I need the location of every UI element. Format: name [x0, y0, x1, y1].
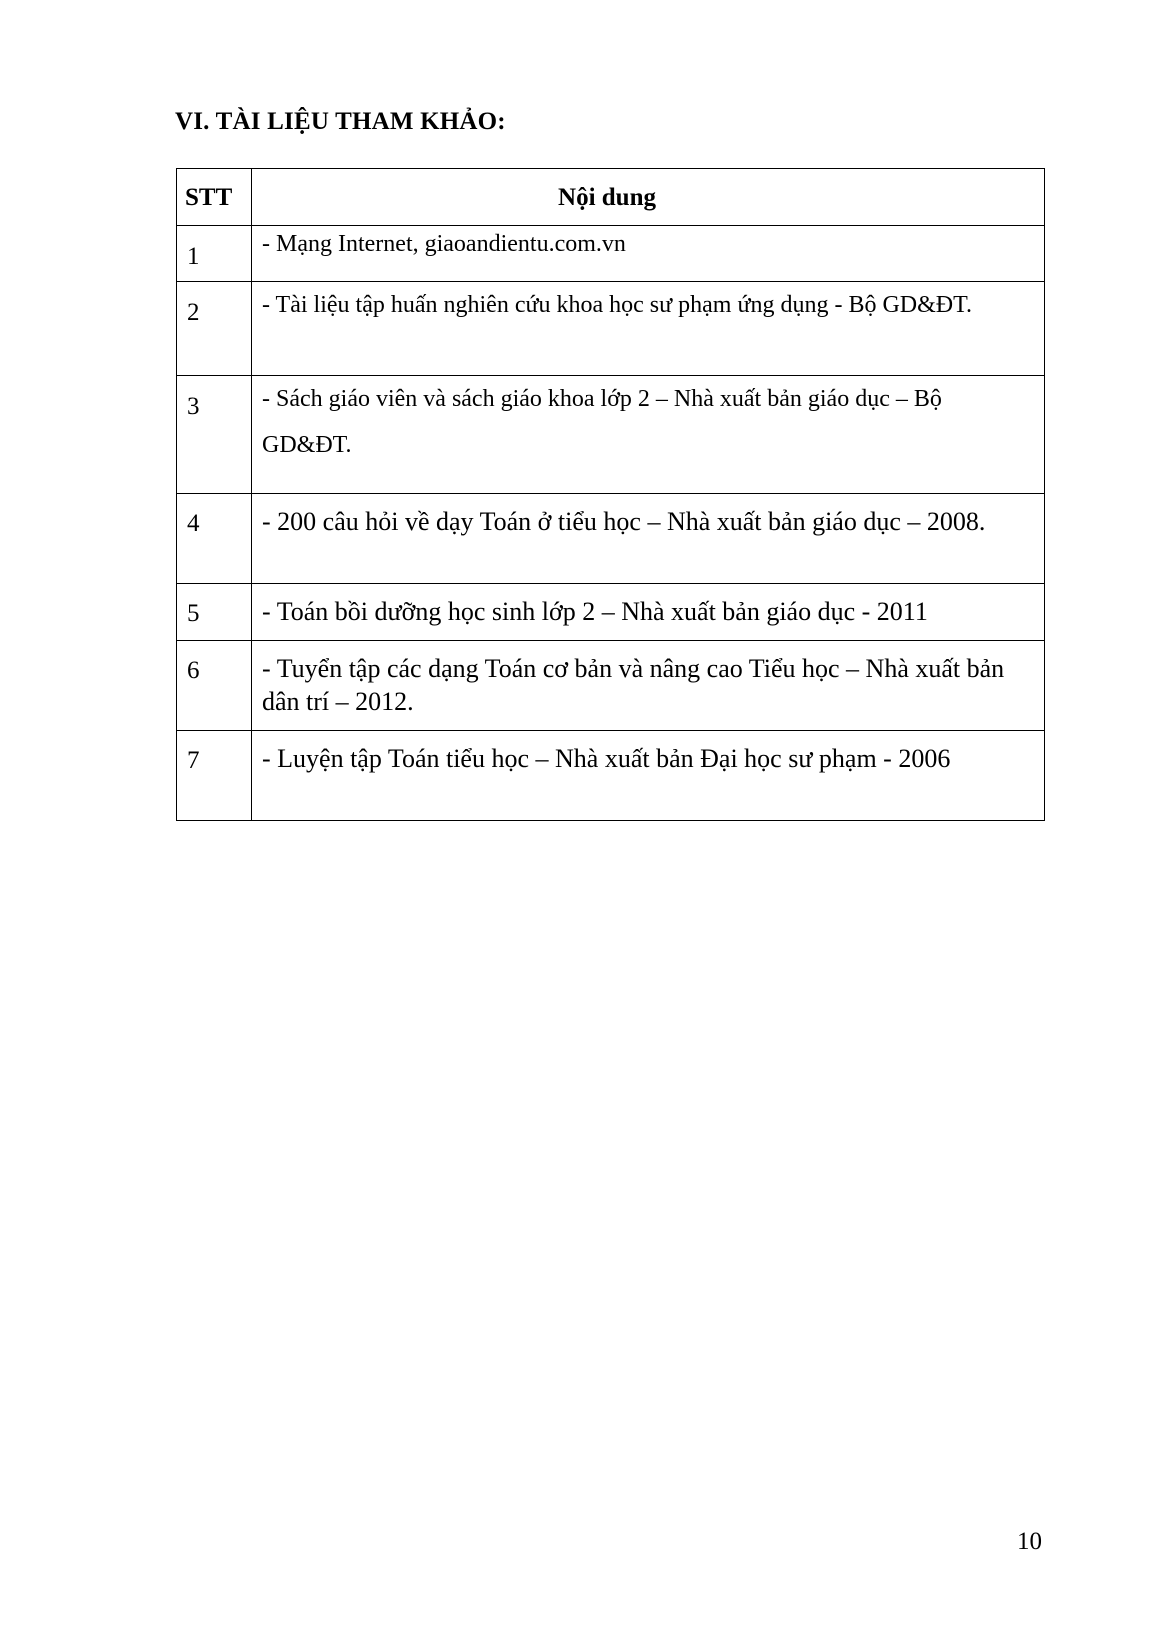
- row-stt: 3: [177, 376, 252, 494]
- table-row: [177, 584, 1045, 641]
- header-stt: STT: [177, 169, 252, 226]
- section-heading: VI. TÀI LIỆU THAM KHẢO:: [175, 108, 506, 135]
- row-content: - Tuyển tập các dạng Toán cơ bản và nâng cao Tiểu học – Nhà xuất bản dân trí – 2012.: [252, 641, 1045, 731]
- row-stt: 2: [177, 282, 252, 376]
- table-header-row: [177, 169, 1045, 226]
- row-stt: 4: [177, 494, 252, 584]
- table-row: [177, 494, 1045, 584]
- row-content: - 200 câu hỏi về dạy Toán ở tiểu học – Nhà xuất bản giáo dục – 2008.: [252, 494, 1045, 584]
- row-stt: 5: [177, 584, 252, 641]
- table-row: [177, 641, 1045, 731]
- table-row: [177, 226, 1045, 282]
- row-stt: 1: [177, 226, 252, 282]
- page-number: 10: [1017, 1528, 1042, 1555]
- row-stt: 7: [177, 731, 252, 821]
- row-content: - Luyện tập Toán tiểu học – Nhà xuất bản Đại học sư phạm - 2006: [252, 731, 1045, 821]
- row-content: - Mạng Internet, giaoandientu.com.vn: [252, 226, 1045, 282]
- table-row: [177, 282, 1045, 376]
- table-row: [177, 731, 1045, 821]
- header-content: Nội dung: [252, 169, 1045, 226]
- row-content: - Toán bồi dưỡng học sinh lớp 2 – Nhà xuất bản giáo dục - 2011: [252, 584, 1045, 641]
- references-table: [176, 168, 1045, 821]
- row-content: - Tài liệu tập huấn nghiên cứu khoa học sư phạm ứng dụng - Bộ GD&ĐT.: [252, 282, 1045, 376]
- table-row: [177, 376, 1045, 494]
- row-stt: 6: [177, 641, 252, 731]
- row-content: - Sách giáo viên và sách giáo khoa lớp 2 – Nhà xuất bản giáo dục – Bộ GD&ĐT.: [252, 376, 1045, 494]
